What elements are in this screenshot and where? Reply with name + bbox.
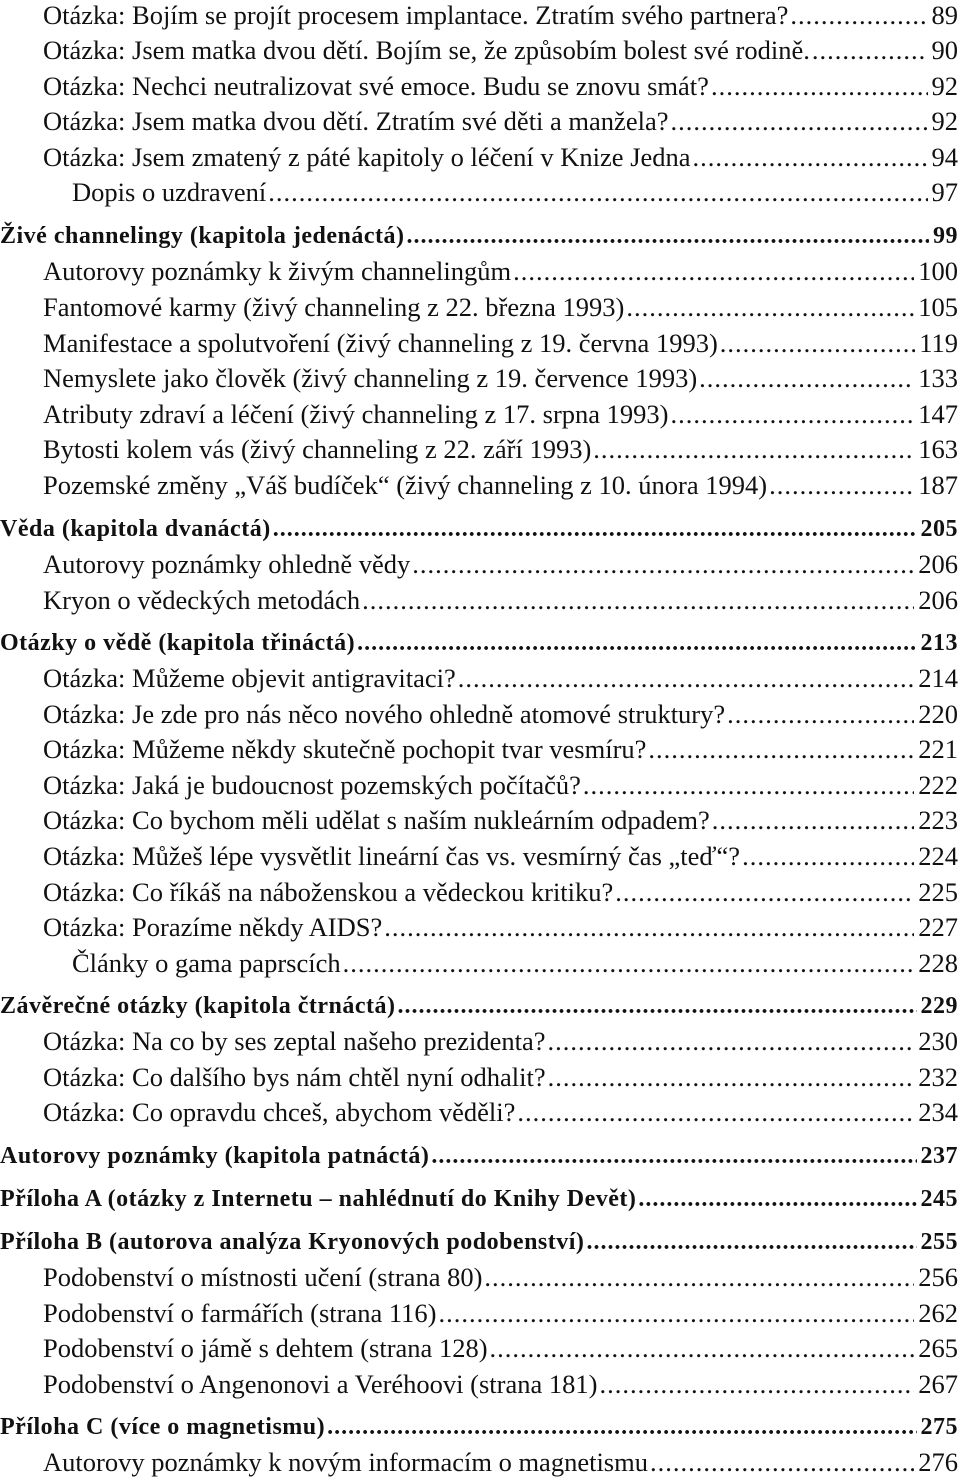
toc-entry-page: 221 [918,734,958,764]
dot-leader [593,432,914,466]
dot-leader [670,397,914,431]
dot-leader [693,140,928,174]
toc-entry-page: 133 [918,363,958,393]
dot-leader [712,803,915,837]
toc-entry [0,839,958,873]
toc-entry [0,1367,958,1401]
dot-leader [615,875,914,909]
toc-entry-page: 265 [918,1333,958,1363]
dot-leader [458,661,914,695]
toc-chapter [0,1410,958,1444]
dot-leader [490,1331,915,1365]
toc-chapter-page: 99 [933,223,958,249]
toc-entry-page: 100 [918,256,958,286]
toc-entry [0,875,958,909]
dot-leader [626,290,914,324]
toc-entry [0,33,958,67]
dot-leader [484,1260,914,1294]
toc-entry [0,69,958,103]
toc-entry-title: Podobenství o místnosti učení (strana 80) [43,1262,483,1292]
toc-entry-page: 225 [918,877,958,907]
toc-entry [0,732,958,766]
toc-entry [0,768,958,802]
toc-chapter [0,512,958,546]
toc-entry-title: Autorovy poznámky ohledně vědy [43,549,411,579]
toc-entry-page: 90 [931,35,958,65]
toc-entry-title: Otázka: Na co by ses zeptal našeho prezidenta? [43,1026,546,1056]
toc-entry [0,326,958,360]
toc-entry-page: 262 [918,1298,958,1328]
toc-chapter-title: Věda (kapitola dvanáctá) [0,516,271,542]
toc-chapter-page: 245 [920,1186,958,1212]
toc-entry-title: Bytosti kolem vás (živý channeling z 22. září 1993) [43,434,592,464]
toc-entry [0,697,958,731]
toc-entry-title: Otázka: Co opravdu chceš, abychom věděli? [43,1097,516,1127]
toc-entry [0,254,958,288]
dot-leader [273,512,917,546]
toc-entry [0,1260,958,1294]
dot-leader [720,326,915,360]
toc-entry-title: Podobenství o Angenonovi a Veréhoovi (strana 181) [43,1369,598,1399]
dot-leader [583,768,914,802]
toc-entry-title: Otázka: Můžeš lépe vysvětlit lineární čas vs. vesmírný čas „teď“? [43,841,741,871]
dot-leader [711,69,928,103]
dot-leader [648,732,914,766]
toc-entry [0,290,958,324]
toc-chapter-title: Závěrečné otázky (kapitola čtrnáctá) [0,993,396,1019]
dot-leader [397,989,916,1023]
toc-entry-page: 89 [931,0,958,30]
toc-entry-title: Otázka: Co říkáš na náboženskou a vědeckou kritiku? [43,877,614,907]
toc-entry [0,1296,958,1330]
toc-entry-title: Autorovy poznámky k živým channelingům [43,256,512,286]
toc-entry-title: Otázka: Nechci neutralizovat své emoce. Budu se znovu smát? [43,71,709,101]
toc-entry [0,140,958,174]
toc-chapter [0,989,958,1023]
toc-entry-title: Otázka: Bojím se projít procesem implantace. Ztratím svého partnera? [43,0,789,30]
toc-chapter-title: Otázky o vědě (kapitola třináctá) [0,630,356,656]
dot-leader [790,0,927,32]
dot-leader [699,361,914,395]
toc-entry-page: 92 [931,71,958,101]
toc-entry-page: 119 [919,328,958,358]
toc-entry-page: 256 [918,1262,958,1292]
toc-entry-title: Otázka: Můžeme někdy skutečně pochopit tvar vesmíru? [43,734,647,764]
toc-entry-title: Manifestace a spolutvoření (živý channeling z 19. června 1993) [43,328,718,358]
toc-chapter [0,1182,958,1216]
toc-chapter-page: 237 [920,1143,958,1169]
dot-leader [670,104,927,138]
toc-entry-title: Podobenství o farmářích (strana 116) [43,1298,437,1328]
dot-leader [407,219,929,253]
toc-chapter-page: 255 [920,1229,958,1255]
toc-chapter-page: 213 [920,630,958,656]
toc-entry-page: 276 [918,1447,958,1477]
toc-entry-page: 224 [918,841,958,871]
toc-chapter [0,1139,958,1173]
toc-entry [0,803,958,837]
dot-leader [769,468,914,502]
dot-leader [650,1445,914,1479]
toc-entry-title: Otázka: Porazíme někdy AIDS? [43,912,383,942]
toc-entry-title: Otázka: Můžeme objevit antigravitaci? [43,663,456,693]
dot-leader [638,1182,916,1216]
toc-chapter-page: 205 [920,516,958,542]
toc-entry-title: Otázka: Jsem matka dvou dětí. Bojím se, že způsobím bolest své rodině. [43,35,810,65]
toc-entry-page: 206 [918,585,958,615]
toc-entry [0,661,958,695]
dot-leader [357,626,916,660]
toc-entry-page: 220 [918,699,958,729]
toc-entry-page: 227 [918,912,958,942]
toc-chapter [0,219,958,253]
dot-leader [268,175,927,209]
dot-leader [438,1296,914,1330]
toc-entry [0,1024,958,1058]
dot-leader [384,910,914,944]
toc-entry-title: Pozemské změny „Váš budíček“ (živý channeling z 10. února 1994) [43,470,768,500]
toc-entry [0,0,958,32]
toc-entry-page: 267 [918,1369,958,1399]
toc-entry-title: Otázka: Jsem matka dvou dětí. Ztratím své děti a manžela? [43,106,669,136]
toc-entry-page: 206 [918,549,958,579]
toc-chapter-title: Příloha A (otázky z Internetu – nahlédnutí do Knihy Devět) [0,1186,637,1212]
toc-entry-page: 105 [918,292,958,322]
toc-entry [0,583,958,617]
toc-entry-page: 222 [918,770,958,800]
toc-entry-title: Otázka: Co dalšího bys nám chtěl nyní odhalit? [43,1062,546,1092]
toc-entry-page: 187 [918,470,958,500]
toc-entry [0,910,958,944]
dot-leader [412,547,914,581]
toc-entry-page: 228 [918,948,958,978]
toc-entry-title: Atributy zdraví a léčení (živý channeling z 17. srpna 1993) [43,399,669,429]
dot-leader [517,1095,914,1129]
toc-entry [0,397,958,431]
toc-entry [0,175,958,209]
toc-chapter-page: 275 [920,1414,958,1440]
toc-chapter-title: Příloha B (autorova analýza Kryonových podobenství) [0,1229,585,1255]
dot-leader [513,254,914,288]
toc-entry [0,361,958,395]
toc-entry-page: 163 [918,434,958,464]
toc-entry-title: Otázka: Co bychom měli udělat s naším nukleárním odpadem? [43,805,710,835]
toc-entry-title: Dopis o uzdravení [72,177,267,207]
toc-entry-page: 97 [931,177,958,207]
toc-entry-title: Otázka: Jsem zmatený z páté kapitoly o léčení v Knize Jedna [43,142,691,172]
toc-entry-title: Otázka: Jaká je budoucnost pozemských počítačů? [43,770,581,800]
dot-leader [548,1024,915,1058]
toc-entry-page: 223 [918,805,958,835]
dot-leader [586,1225,916,1259]
toc-chapter-title: Autorovy poznámky (kapitola patnáctá) [0,1143,430,1169]
toc-entry-title: Fantomové karmy (živý channeling z 22. března 1993) [43,292,625,322]
toc-chapter-title: Příloha C (více o magnetismu) [0,1414,326,1440]
toc-entry [0,547,958,581]
dot-leader [727,697,914,731]
dot-leader [343,946,915,980]
toc-entry-title: Autorovy poznámky k novým informacím o magnetismu [43,1447,648,1477]
toc-entry [0,468,958,502]
toc-entry [0,946,958,980]
toc-entry [0,1331,958,1365]
dot-leader [742,839,914,873]
toc-entry-title: Kryon o vědeckých metodách [43,585,361,615]
toc-entry-page: 232 [918,1062,958,1092]
toc-entry-page: 214 [918,663,958,693]
dot-leader [548,1060,915,1094]
toc-entry [0,1060,958,1094]
toc-entry-page: 234 [918,1097,958,1127]
toc-entry [0,432,958,466]
toc-entry-title: Články o gama paprscích [72,948,341,978]
toc-chapter [0,626,958,660]
dot-leader [599,1367,914,1401]
dot-leader [812,33,928,67]
dot-leader [431,1139,916,1173]
toc-entry [0,1445,958,1479]
toc-entry-page: 94 [931,142,958,172]
toc-entry-page: 230 [918,1026,958,1056]
dot-leader [327,1410,916,1444]
toc-chapter-title: Živé channelingy (kapitola jedenáctá) [0,223,405,249]
dot-leader [362,583,914,617]
toc-entry-title: Nemyslete jako člověk (živý channeling z 19. července 1993) [43,363,698,393]
toc-entry-page: 92 [931,106,958,136]
toc-entry-title: Otázka: Je zde pro nás něco nového ohledně atomové struktury? [43,699,726,729]
toc-chapter-page: 229 [920,993,958,1019]
toc-entry-page: 147 [918,399,958,429]
toc-entry [0,1095,958,1129]
toc-entry-title: Podobenství o jámě s dehtem (strana 128) [43,1333,488,1363]
toc-chapter [0,1225,958,1259]
toc-entry [0,104,958,138]
